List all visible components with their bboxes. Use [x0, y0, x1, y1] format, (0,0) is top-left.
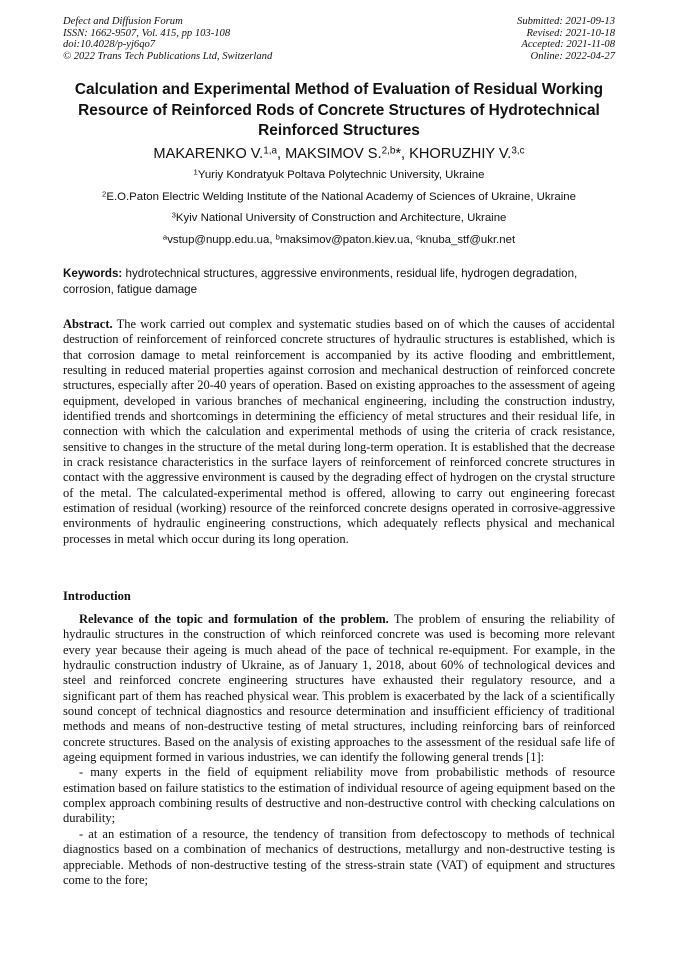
paper-title: Calculation and Experimental Method of Evaluation of Residual Working Resource of Reinforced Rods of Concrete Structures of Hydrotechnical Reinforced Structures [74, 81, 604, 139]
intro-bullet [63, 827, 615, 888]
email-link[interactable]: knuba_stf@ukr.net [419, 234, 516, 246]
intro-bullet-text: - many experts in the field of equipment reliability move from probabilistic methods of resource estimation based on failure statistics to the estimation of individual resource of ageing equipment based on the complex approach combining results of destructive and non-destructive control with checking calculations on durability; [63, 765, 615, 826]
author-name: KHORUZHIY V. [409, 146, 512, 162]
introduction-heading: Introduction [63, 589, 131, 603]
email-link[interactable]: vstup@nupp.edu.ua [167, 234, 270, 246]
copyright-line: © 2022 Trans Tech Publications Ltd, Switzerland [63, 50, 273, 62]
affiliation-sup: 1 [193, 167, 198, 177]
author-separator: *, [395, 146, 410, 162]
author-list [60, 144, 618, 164]
journal-info [63, 16, 272, 62]
affiliation-sup: 2 [102, 189, 107, 199]
author-sup: 3,c [511, 145, 525, 157]
author-sup: 2,b [381, 145, 396, 157]
affiliation-text: Kyiv National University of Construction and Architecture, Ukraine [175, 212, 507, 224]
issn-line: ISSN: 1662-9507, Vol. 415, pp 103-108 [63, 27, 231, 39]
abstract [63, 317, 615, 547]
email-sup: c [416, 232, 420, 242]
author-separator: , [276, 146, 286, 162]
keywords [63, 266, 616, 297]
journal-name: Defect and Diffusion Forum [63, 16, 183, 27]
publication-dates [517, 16, 615, 62]
intro-paragraph-label: Relevance of the topic and formulation of the problem. [79, 612, 389, 626]
intro-paragraph [63, 612, 615, 765]
email-list: $^a$vstup@nupp.edu.ua, $^b$maksimov@paton.kiev.ua, $^c$knuba_stf@ukr.net [162, 232, 516, 246]
email-link[interactable]: maksimov@paton.kiev.ua [279, 234, 410, 246]
doi-line[interactable]: doi:10.4028/p-yj6qo7 [63, 39, 156, 51]
abstract-text: The work carried out complex and systematic studies based on of which the causes of accidental destruction of reinforcement of reinforced concrete structures of hydraulic structures is established, which is that corrosion damage to metal reinforcement is accompanied by its active flooding and embrittlement, resulting in reduced material properties against corrosion and mechanical destruction of reinforced concrete structures, especially after 20-40 years of operation. Based on existing approaches to the assessment of ageing equipment, developed in various branches of mechanical engineering, including the construction industry, identified trends and shortcomings in determining the efficiency of metal structures and their residual life, in connection with which the calculation and experimental methods of using the criteria of crack resistance, sensitive to changes in the structure of the metal during long-term operation. It is established that the decrease in crack resistance characteristics in the surface layers of reinforcement of reinforced concrete structures in contact with the aggressive environment is caused by the degrading effect of hydrogen on the crystal structure of the metal. The calculated-experimental method is offered, allowing to carry out engineering forecast estimation of residual (working) resource of the reinforced concrete designs operated in corrosive-aggressive environments of hydraulic engineering constructions, which adequately reflects physical and mechanical processes in metal which occur during its long operation. [63, 317, 615, 546]
intro-bullet-text: - at an estimation of a resource, the tendency of transition from defectoscopy to methods of technical diagnostics based on a combination of mechanics of destructions, metallurgy and non-destructive testing is appreciable. Methods of non-destructive testing of the stress-strain state (VAT) of equipment and structures come to the fore; [63, 826, 615, 887]
author-sup: 1,a [263, 145, 277, 157]
affiliation-sup: 3 [171, 210, 176, 220]
intro-bullet [63, 765, 615, 826]
intro-paragraph-text: The problem of ensuring the reliability of hydraulic structures in the construction of which reinforced concrete was used is becoming more relevant every year because their ageing is much ahead of the pace of technical re-equipment. For example, in the hydraulic construction industry of Ukraine, as of January 1, 2018, about 60% of technological devices and steel and reinforced concrete engineering structures have exhausted their regulatory resource, and a significant part of them has reached physical wear. This problem is exacerbated by the lack of a scientifically sound concept of technical diagnostics and resource determination and insufficient efficiency of traditional methods and means of non-destructive testing of metal structures, including reinforcing bars of reinforced concrete structures. Based on the analysis of existing approaches to the assessment of the residual safe life of ageing equipment formed in various industries, we can identify the following general trends [1]: [63, 612, 615, 765]
revised-date: Revised: 2021-10-18 [526, 27, 615, 39]
author-name: MAKARENKO V. [153, 146, 264, 162]
affiliation-2 [40, 190, 638, 204]
online-date: Online: 2022-04-27 [530, 50, 615, 62]
abstract-label: Abstract. [63, 317, 113, 331]
introduction-body [63, 612, 615, 888]
affiliation-1 [40, 168, 638, 182]
affiliation-3 [40, 211, 638, 225]
keywords-label: Keywords: [63, 267, 123, 280]
accepted-date: Accepted: 2021-11-08 [521, 39, 615, 51]
affiliation-text: E.O.Paton Electric Welding Institute of the National Academy of Sciences of Ukraine, Ukraine [106, 191, 576, 203]
email-sup: a [162, 232, 168, 242]
author-name: MAKSIMOV S. [285, 146, 382, 162]
submitted-date: Submitted: 2021-09-13 [517, 16, 615, 27]
affiliation-text: Yuriy Kondratyuk Poltava Polytechnic University, Ukraine [197, 169, 485, 181]
keywords-text: hydrotechnical structures, aggressive environments, residual life, hydrogen degradation, corrosion, fatigue damage [63, 267, 578, 296]
email-sup: b [275, 232, 280, 242]
